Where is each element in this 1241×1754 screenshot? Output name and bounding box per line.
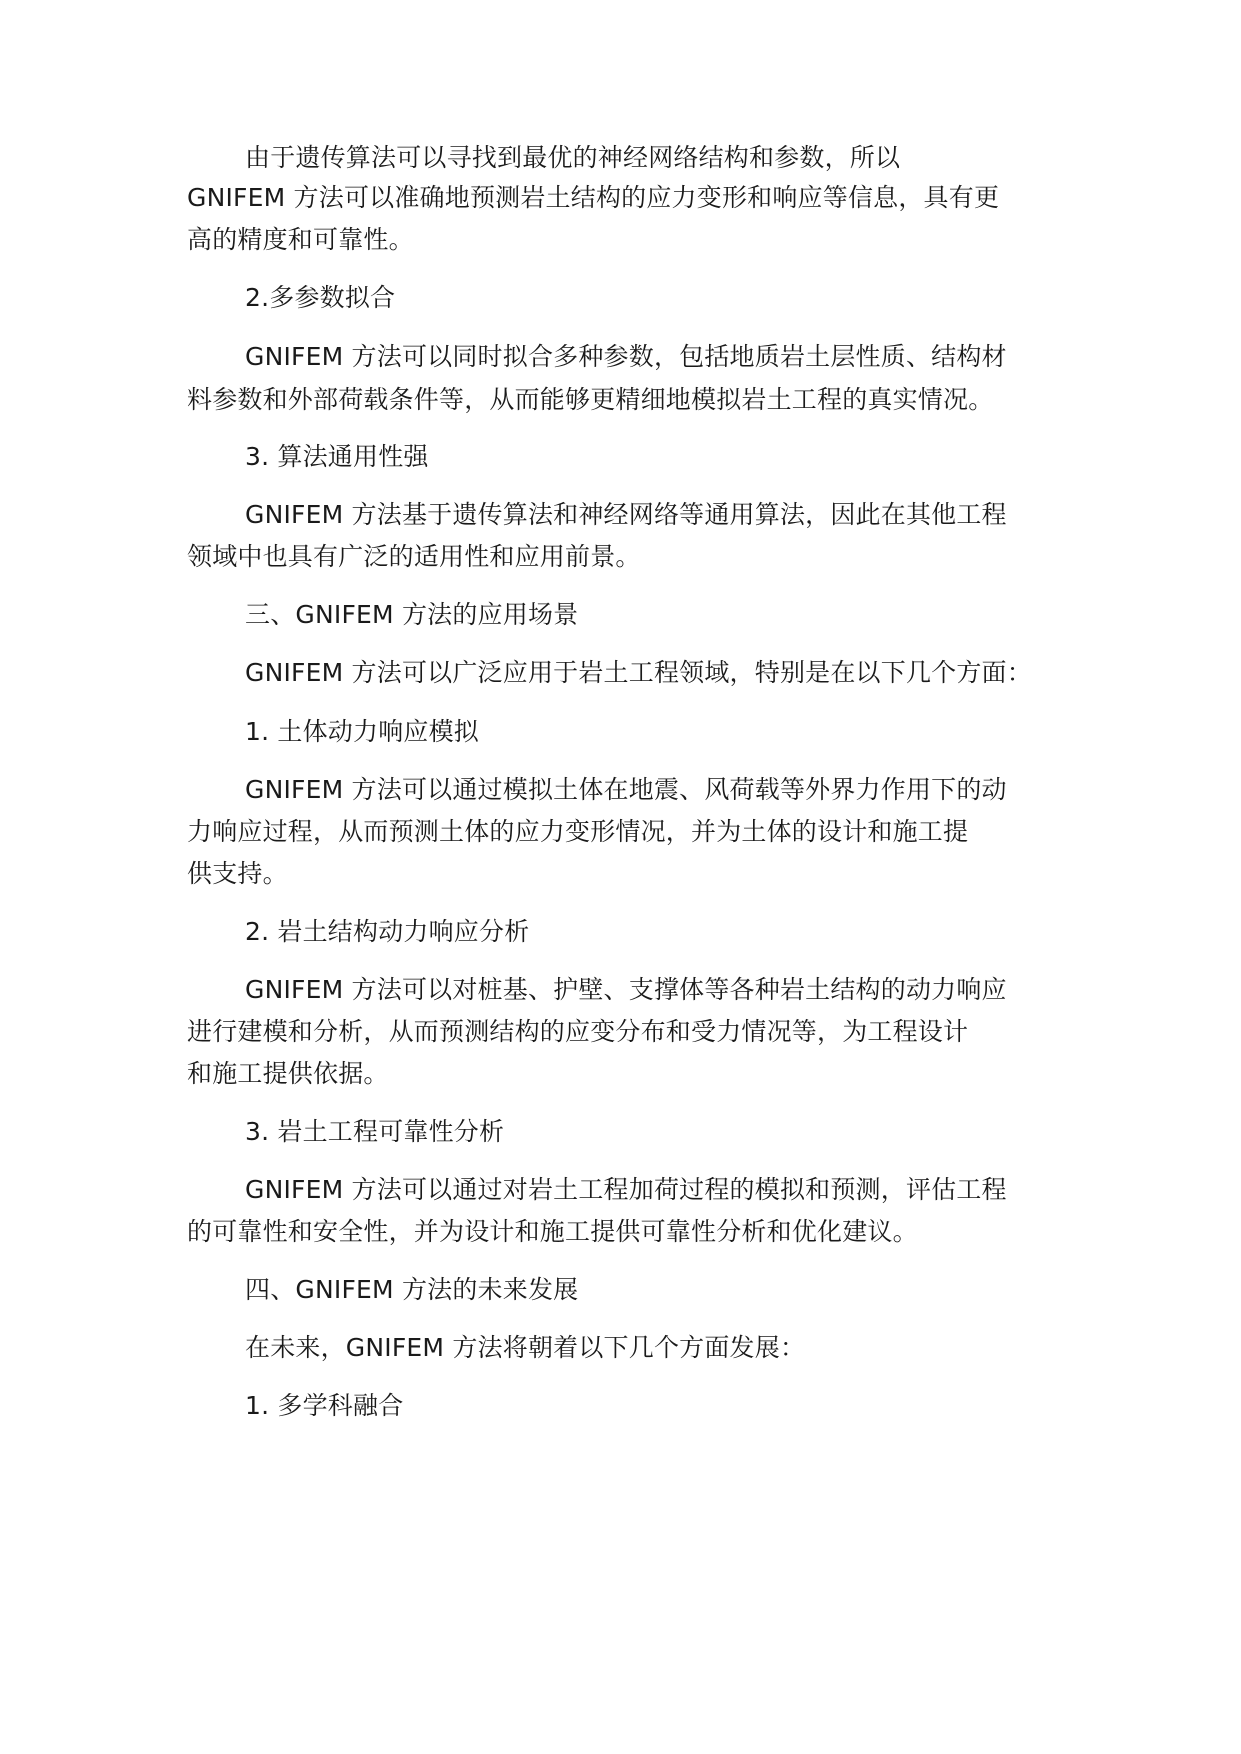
section-heading: 四、GNIFEM 方法的未来发展 xyxy=(245,1275,579,1304)
paragraph-line: 和施工提供依据。 xyxy=(187,1059,389,1088)
paragraph-line: 进行建模和分析，从而预测结构的应变分布和受力情况等，为工程设计 xyxy=(187,1017,969,1046)
section-heading: 2.多参数拟合 xyxy=(245,283,396,312)
paragraph-line: 领域中也具有广泛的适用性和应用前景。 xyxy=(187,542,641,571)
section-heading: 3. 算法通用性强 xyxy=(245,442,429,471)
paragraph-line: 的可靠性和安全性，并为设计和施工提供可靠性分析和优化建议。 xyxy=(187,1217,918,1246)
section-heading: 三、GNIFEM 方法的应用场景 xyxy=(245,600,579,629)
section-heading: 3. 岩土工程可靠性分析 xyxy=(245,1117,505,1146)
section-heading: 2. 岩土结构动力响应分析 xyxy=(245,917,530,946)
paragraph-line: GNIFEM 方法可以通过模拟土体在地震、风荷载等外界力作用下的动 xyxy=(245,775,1007,804)
paragraph-line: 供支持。 xyxy=(187,859,288,888)
paragraph-line: 由于遗传算法可以寻找到最优的神经网络结构和参数，所以 xyxy=(245,143,901,172)
paragraph-line: GNIFEM 方法可以通过对岩土工程加荷过程的模拟和预测，评估工程 xyxy=(245,1175,1007,1204)
paragraph-line: GNIFEM 方法基于遗传算法和神经网络等通用算法，因此在其他工程 xyxy=(245,500,1007,529)
section-heading: 1. 多学科融合 xyxy=(245,1391,404,1420)
paragraph-line: GNIFEM 方法可以对桩基、护壁、支撑体等各种岩土结构的动力响应 xyxy=(245,975,1007,1004)
section-heading: 1. 土体动力响应模拟 xyxy=(245,717,480,746)
paragraph-line: 高的精度和可靠性。 xyxy=(187,225,414,254)
paragraph-line: 在未来，GNIFEM 方法将朝着以下几个方面发展： xyxy=(245,1333,806,1362)
paragraph-line: GNIFEM 方法可以准确地预测岩土结构的应力变形和响应等信息，具有更 xyxy=(187,183,1000,212)
paragraph-line: 料参数和外部荷载条件等，从而能够更精细地模拟岩土工程的真实情况。 xyxy=(187,385,994,414)
paragraph-line: GNIFEM 方法可以广泛应用于岩土工程领域，特别是在以下几个方面： xyxy=(245,658,1032,687)
paragraph-line: GNIFEM 方法可以同时拟合多种参数，包括地质岩土层性质、结构材 xyxy=(245,342,1007,371)
paragraph-line: 力响应过程，从而预测土体的应力变形情况，并为土体的设计和施工提 xyxy=(187,817,969,846)
